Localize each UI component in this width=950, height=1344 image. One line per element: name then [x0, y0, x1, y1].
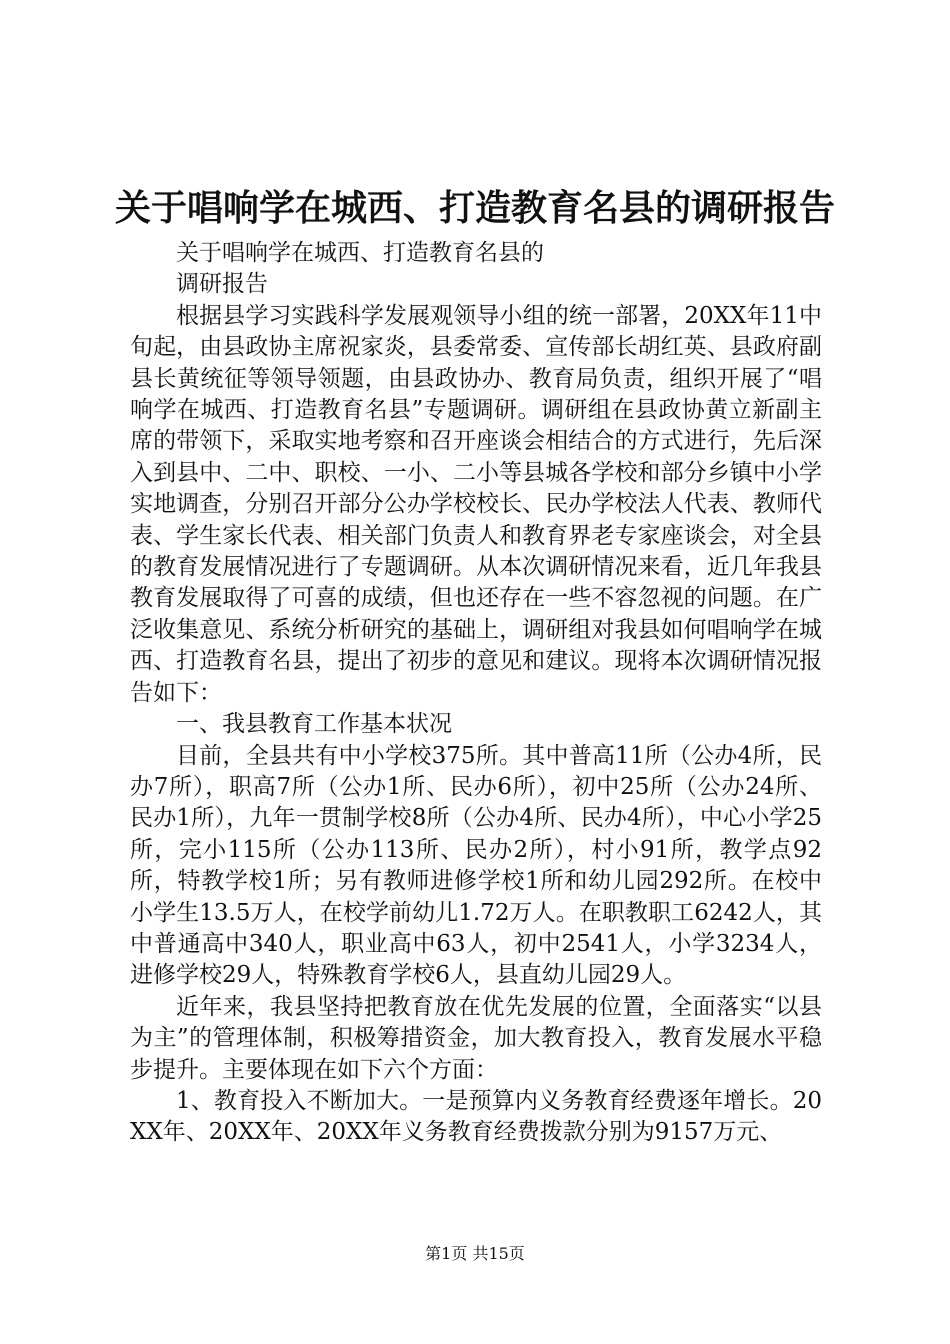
school-statistics-paragraph: 目前，全县共有中小学校375所。其中普高11所（公办4所，民办7所），职高7所（公办1所、民办6所），初中25所（公办24所、民办1所），九年一贯制学校8所（公办4所、民办4所），中心小学25所，完小115所（公办113所、民办2所），村小91所，教学点92所，特教学校1所；另有教师进修学校1所和幼儿园292所。在校中小学生13.5万人，在校学前幼儿1.72万人。在职教职工6242人，其中普通高中340人，职业高中63人，初中2541人，小学3234人，进修学校29人，特殊教育学校6人，县直幼儿园29人。 [130, 742, 822, 989]
recent-years-paragraph: 近年来，我县坚持把教育放在优先发展的位置，全面落实“以县为主”的管理体制，积极筹措资金，加大教育投入，教育发展水平稳步提升。主要体现在如下六个方面： [130, 993, 822, 1083]
subtitle-line-2: 调研报告 [176, 271, 268, 298]
section-heading-1: 一、我县教育工作基本状况 [176, 711, 452, 738]
document-body [130, 238, 822, 1149]
investment-paragraph: 1、教育投入不断加大。一是预算内义务教育经费逐年增长。20XX年、20XX年、20XX年义务教育经费拨款分别为9157万元、 [130, 1087, 822, 1146]
subtitle-line-1: 关于唱响学在城西、打造教育名县的 [176, 240, 544, 266]
document-title: 关于唱响学在城西、打造教育名县的调研报告 [114, 188, 835, 229]
page-number-footer: 第1页 共15页 [425, 1244, 525, 1263]
intro-paragraph: 根据县学习实践科学发展观领导小组的统一部署，20XX年11中旬起，由县政协主席祝家炎，县委常委、宣传部长胡红英、县政府副县长黄统征等领导领题，由县政协办、教育局负责，组织开展了“唱响学在城西、打造教育名县”专题调研。调研组在县政协黄立新副主席的带领下，采取实地考察和召开座谈会相结合的方式进行，先后深入到县中、二中、职校、一小、二小等县城各学校和部分乡镇中小学实地调查，分别召开部分公办学校校长、民办学校法人代表、教师代表、学生家长代表、相关部门负责人和教育界老专家座谈会，对全县的教育发展情况进行了专题调研。从本次调研情况来看，近几年我县教育发展取得了可喜的成绩，但也还存在一些不容忽视的问题。在广泛收集意见、系统分析研究的基础上，调研组对我县如何唱响学在城西、打造教育名县，提出了初步的意见和建议。现将本次调研情况报告如下： [130, 302, 822, 706]
